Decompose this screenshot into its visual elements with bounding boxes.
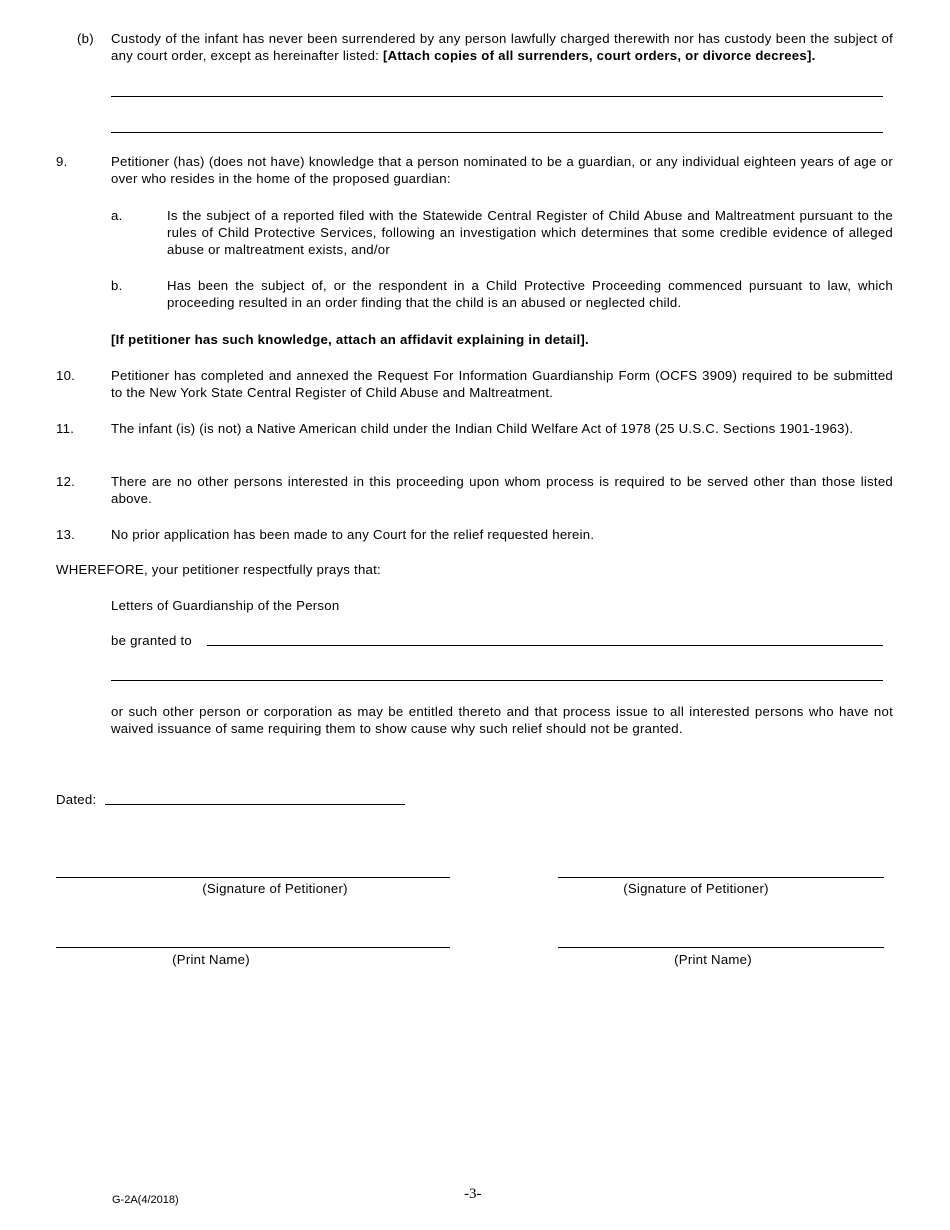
wherefore-closing-text: or such other person or corporation as may be entitled thereto and that process issue to all interested persons who have not waived issuance of same requiring them to show cause why such relief should not be granted.	[111, 704, 893, 736]
wherefore-closing	[111, 703, 893, 737]
item-8b-fill-line-2[interactable]	[111, 132, 883, 133]
item-12-text: There are no other persons interested in this proceeding upon whom process is required to be served other than those listed above.	[111, 474, 893, 506]
item-8b-fill-line-1[interactable]	[111, 96, 883, 97]
signature-label-left	[56, 880, 494, 897]
item-13-text: No prior application has been made to any Court for the relief requested herein.	[111, 527, 595, 542]
item-9a-marker: a.	[111, 208, 123, 223]
wherefore-intro: WHEREFORE, your petitioner respectfully prays that:	[56, 562, 381, 577]
item-11-number: 11.	[56, 421, 75, 436]
item-9a-text: Is the subject of a reported filed with the Statewide Central Register of Child Abuse and Maltreatment pursuant to the rules of Child Protective Services, following an investigation which determines that some credible evidence of alleged abuse or maltreatment exists, and/or	[167, 208, 893, 257]
print-name-label-right	[558, 951, 868, 968]
item-11-text: The infant (is) (is not) a Native American child under the Indian Child Welfare Act of 1978 (25 U.S.C. Sections 1901-1963).	[111, 421, 854, 436]
item-9a	[167, 207, 893, 258]
item-8b-attach-note: [Attach copies of all surrenders, court orders, or divorce decrees].	[382, 48, 816, 63]
item-13-number: 13.	[56, 527, 76, 542]
item-10-text: Petitioner has completed and annexed the Request For Information Guardianship Form (OCFS 3909) required to be submitted to the New York State Central Register of Child Abuse and Maltreatment.	[111, 368, 893, 400]
granted-to-fill-line-1[interactable]	[207, 645, 883, 646]
form-id: G-2A(4/2018)	[112, 1194, 179, 1206]
item-9	[111, 153, 893, 187]
signature-label-right-text: (Signature of Petitioner)	[623, 881, 769, 896]
item-9b-text: Has been the subject of, or the respondent in a Child Protective Proceeding commenced pursuant to law, which proceeding resulted in an order finding that the child is an abused or neglected child.	[167, 278, 893, 310]
item-8b	[111, 30, 893, 64]
item-9-affidavit-note: [If petitioner has such knowledge, attach an affidavit explaining in detail].	[111, 332, 589, 347]
print-name-line-right[interactable]	[558, 947, 884, 948]
item-8b-marker: (b)	[77, 31, 94, 46]
item-10-number: 10.	[56, 368, 76, 383]
item-8b-body: Custody of the infant has never been surrendered by any person lawfully charged therewith nor has custody been the subject of any court order, except as hereinafter listed:	[111, 31, 893, 63]
item-11	[111, 420, 893, 437]
signature-line-left[interactable]	[56, 877, 450, 878]
page-number: -3-	[464, 1186, 482, 1202]
signature-label-left-text: (Signature of Petitioner)	[202, 881, 348, 896]
dated-label: Dated:	[56, 792, 97, 807]
item-10	[111, 367, 893, 401]
print-name-line-left[interactable]	[56, 947, 450, 948]
dated-fill-line[interactable]	[105, 804, 405, 805]
granted-to-label: be granted to	[111, 633, 192, 648]
granted-to-fill-line-2[interactable]	[111, 680, 883, 681]
item-9-text: Petitioner (has) (does not have) knowledge that a person nominated to be a guardian, or any individual eighteen years of age or over who resides in the home of the proposed guardian:	[111, 154, 893, 186]
item-9b-marker: b.	[111, 278, 123, 293]
signature-label-right	[558, 880, 834, 897]
item-12	[111, 473, 893, 507]
item-12-number: 12.	[56, 474, 76, 489]
item-9b	[167, 277, 893, 311]
signature-line-right[interactable]	[558, 877, 884, 878]
print-name-label-right-text: (Print Name)	[674, 952, 752, 967]
print-name-label-left-text: (Print Name)	[172, 952, 250, 967]
item-9-number: 9.	[56, 154, 68, 169]
letters-of-guardianship: Letters of Guardianship of the Person	[111, 598, 340, 613]
print-name-label-left	[56, 951, 366, 968]
item-8b-text	[111, 30, 893, 64]
